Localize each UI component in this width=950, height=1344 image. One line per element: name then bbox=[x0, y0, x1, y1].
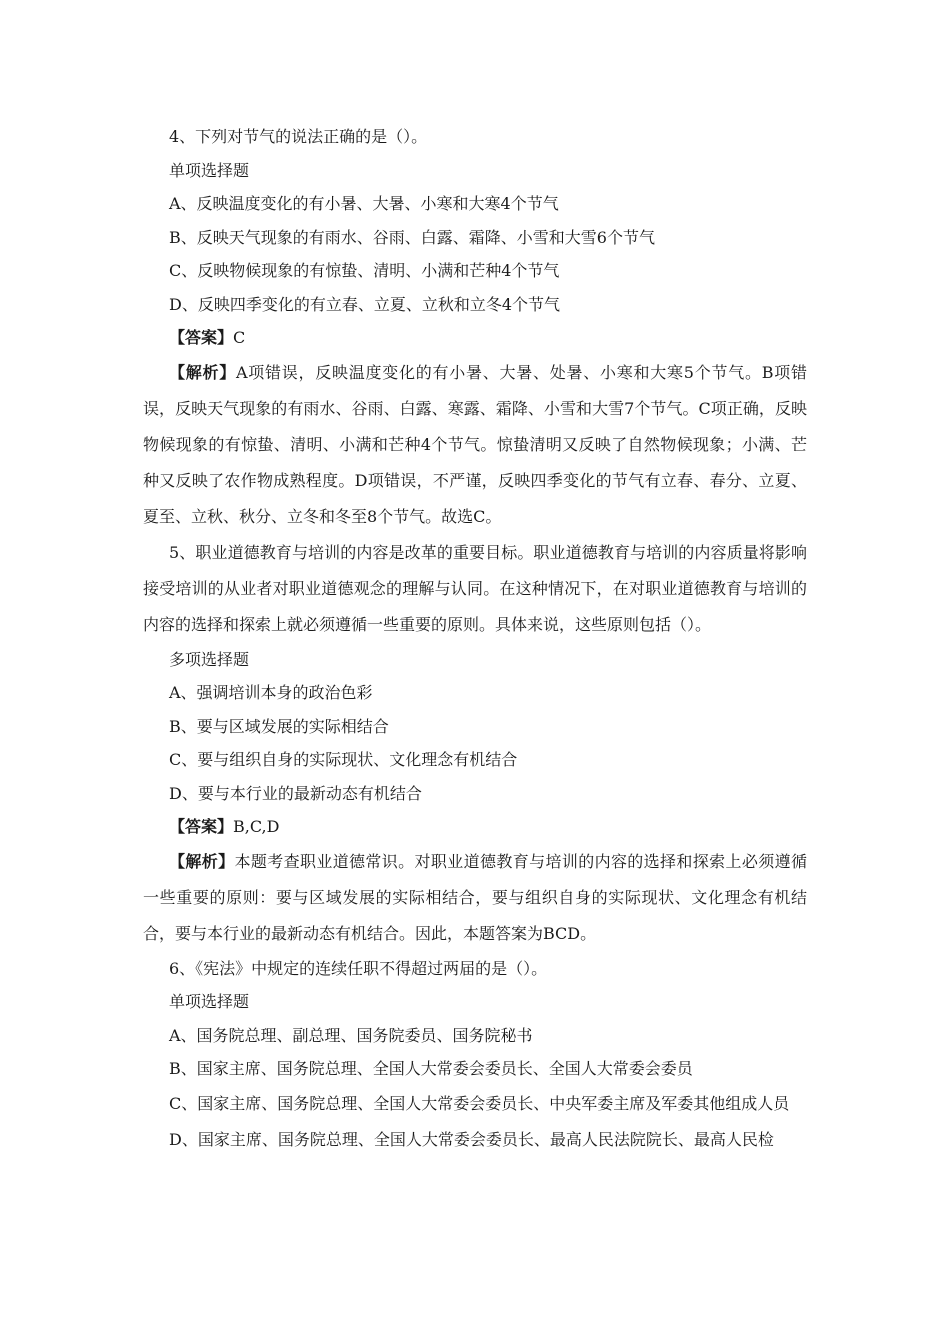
answer-label: 【答案】 bbox=[169, 328, 234, 347]
question-stem: 5、职业道德教育与培训的内容是改革的重要目标。职业道德教育与培训的内容质量将影响接受培训的从业者对职业道德观念的理解与认同。在这种情况下，在对职业道德教育与培训的内容的选择和探索上就必须遵循一些重要的原则。具体来说，这些原则包括（）。 bbox=[143, 542, 807, 634]
question-stem: 6、《宪法》中规定的连续任职不得超过两届的是（）。 bbox=[169, 958, 548, 978]
question-5 bbox=[143, 535, 807, 952]
option-a: A、国务院总理、副总理、国务院委员、国务院秘书 bbox=[169, 1025, 533, 1045]
option-d: D、国家主席、国务院总理、全国人大常委会委员长、最高人民法院院长、最高人民检 bbox=[169, 1129, 774, 1149]
question-4 bbox=[143, 120, 807, 535]
option-d: D、要与本行业的最新动态有机结合 bbox=[169, 783, 422, 803]
question-type: 单项选择题 bbox=[169, 160, 250, 180]
question-type: 单项选择题 bbox=[169, 992, 250, 1011]
analysis-text: A项错误，反映温度变化的有小暑、大暑、处暑、小寒和大寒5个节气。B项错误，反映天气现象的有雨水、谷雨、白露、寒露、霜降、小雪和大雪7个节气。C项正确，反映物候现象的有惊蛰、清明、小满和芒种4个节气。惊蛰清明又反映了自然物候现象；小满、芒种又反映了农作物成熟程度。D项错误，不严谨，反映四季变化的节气有立春、春分、立夏、夏至、立秋、秋分、立冬和冬至8个节气。故选C。 bbox=[143, 362, 807, 526]
option-c: C、反映物候现象的有惊蛰、清明、小满和芒种4个节气 bbox=[169, 261, 560, 280]
option-a: A、反映温度变化的有小暑、大暑、小寒和大寒4个节气 bbox=[169, 194, 559, 213]
answer-value: B,C,D bbox=[233, 817, 280, 836]
question-stem: 4、下列对节气的说法正确的是（）。 bbox=[169, 127, 428, 146]
option-d: D、反映四季变化的有立春、立夏、立秋和立冬4个节气 bbox=[169, 294, 561, 314]
analysis-text: 本题考查职业道德常识。对职业道德教育与培训的内容的选择和探索上必须遵循一些重要的原则：要与区域发展的实际相结合，要与组织自身的实际现状、文化理念有机结合，要与本行业的最新动态有机结合。因此，本题答案为BCD。 bbox=[143, 851, 807, 943]
option-c: C、国家主席、国务院总理、全国人大常委会委员长、中央军委主席及军委其他组成人员 bbox=[169, 1093, 790, 1113]
option-c: C、要与组织自身的实际现状、文化理念有机结合 bbox=[169, 750, 518, 769]
analysis-label: 【解析】 bbox=[169, 362, 236, 382]
option-a: A、强调培训本身的政治色彩 bbox=[169, 683, 373, 702]
answer-label: 【答案】 bbox=[169, 817, 234, 836]
option-b: B、国家主席、国务院总理、全国人大常委会委员长、全国人大常委会委员 bbox=[169, 1059, 693, 1078]
document-page bbox=[143, 120, 807, 1158]
answer-line bbox=[143, 810, 807, 844]
analysis-paragraph bbox=[143, 844, 807, 952]
analysis-label: 【解析】 bbox=[169, 851, 235, 871]
answer-line bbox=[143, 321, 807, 355]
question-6 bbox=[143, 952, 807, 1158]
option-b: B、反映天气现象的有雨水、谷雨、白露、霜降、小雪和大雪6个节气 bbox=[169, 227, 655, 247]
answer-value: C bbox=[233, 328, 246, 347]
question-type: 多项选择题 bbox=[169, 649, 250, 669]
analysis-paragraph bbox=[143, 355, 807, 535]
option-b: B、要与区域发展的实际相结合 bbox=[169, 716, 389, 736]
